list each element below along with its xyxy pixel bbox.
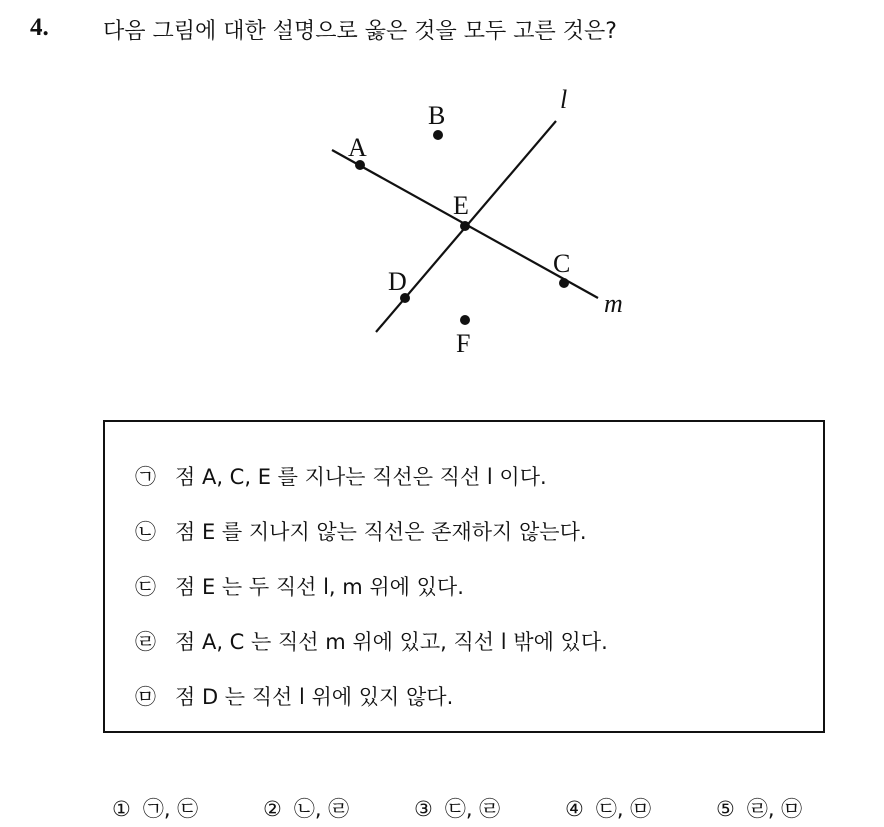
point-f (460, 315, 470, 325)
statement-text: 점 E 는 두 직선 l, m 위에 있다. (175, 575, 464, 599)
choice-text: ㉣, ㉤ (746, 797, 803, 821)
label-b: B (428, 101, 446, 130)
choice-3[interactable] (414, 793, 500, 823)
label-line-l: l (560, 85, 568, 114)
question-number: 4. (30, 14, 49, 41)
statement-text: 점 A, C 는 직선 m 위에 있고, 직선 l 밖에 있다. (175, 630, 608, 654)
statement-2 (135, 517, 587, 547)
label-f: F (456, 329, 471, 358)
statement-4 (135, 627, 608, 657)
statement-text: 점 E 를 지나지 않는 직선은 존재하지 않는다. (175, 520, 587, 544)
statement-5 (135, 682, 453, 712)
statement-1 (135, 462, 547, 492)
point-b (433, 130, 443, 140)
choice-number: ③ (414, 797, 433, 821)
statement-mark: ㉠ (135, 465, 156, 489)
statement-text: 점 D 는 직선 l 위에 있지 않다. (175, 685, 454, 709)
label-a: A (348, 133, 367, 162)
choice-number: ④ (565, 797, 584, 821)
statement-mark: ㉡ (135, 520, 156, 544)
statement-mark: ㉢ (135, 575, 156, 599)
choice-5[interactable] (716, 793, 802, 823)
answer-choices (0, 793, 884, 825)
statement-text: 점 A, C, E 를 지나는 직선은 직선 l 이다. (175, 465, 547, 489)
choice-text: ㉢, ㉣ (444, 797, 501, 821)
question-text: 다음 그림에 대한 설명으로 옳은 것을 모두 고른 것은? (103, 19, 617, 44)
label-c: C (553, 249, 571, 278)
label-d: D (388, 267, 407, 296)
statements-box (103, 420, 825, 733)
label-e: E (453, 191, 469, 220)
choice-text: ㉢, ㉤ (595, 797, 652, 821)
point-c (559, 278, 569, 288)
statement-3 (135, 572, 464, 602)
choice-4[interactable] (565, 793, 651, 823)
label-line-m: m (604, 289, 623, 318)
choice-text: ㉠, ㉢ (142, 797, 199, 821)
statement-mark: ㉤ (135, 685, 156, 709)
choice-number: ① (112, 797, 131, 821)
statement-mark: ㉣ (135, 630, 156, 654)
choice-1[interactable] (112, 793, 198, 823)
point-e (460, 221, 470, 231)
choice-2[interactable] (263, 793, 349, 823)
choice-text: ㉡, ㉣ (293, 797, 350, 821)
choice-number: ⑤ (716, 797, 735, 821)
choice-number: ② (263, 797, 282, 821)
